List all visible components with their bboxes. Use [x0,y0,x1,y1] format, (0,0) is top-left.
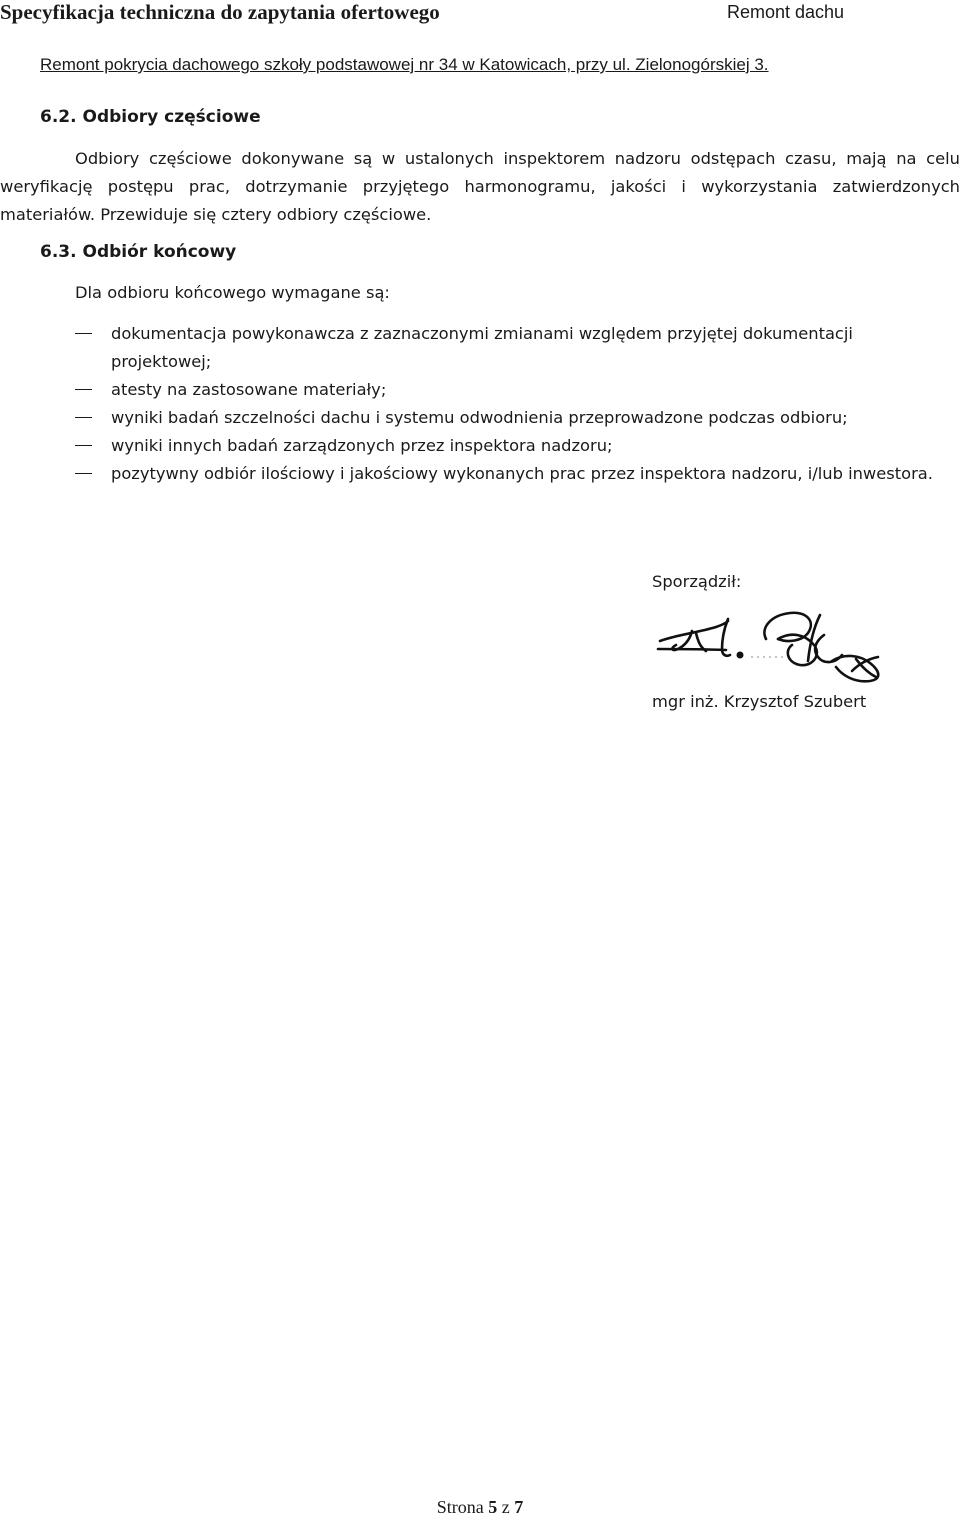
list-item-text: wyniki innych badań zarządzonych przez inspektora nadzoru; [111,436,613,455]
total-page-count: 7 [514,1497,524,1517]
page-label: Strona [436,1497,484,1517]
dash-bullet-icon [75,473,92,474]
list-item-text: wyniki badań szczelności dachu i systemu odwodnienia przeprowadzone podczas odbioru; [111,408,848,427]
signer-name: mgr inż. Krzysztof Szubert [652,692,867,711]
dash-bullet-icon [75,417,92,418]
dash-bullet-icon [75,389,92,390]
list-item [0,376,960,404]
list-item [0,404,960,432]
list-item-text: pozytywny odbiór ilościowy i jakościowy wykonanych prac przez inspektora nadzoru, i/lub inwestora. [111,464,933,483]
list-item-text: dokumentacja powykonawcza z zaznaczonymi zmianami względem przyjętej dokumentacji projektowej; [111,324,853,371]
signature-label: Sporządził: [652,572,742,591]
requirements-list [0,320,960,488]
list-item [0,320,960,376]
dash-bullet-icon [75,333,92,334]
section-heading-6-3: 6.3. Odbiór końcowy [40,242,237,262]
current-page-number: 5 [488,1497,498,1517]
list-item [0,460,960,488]
page-footer [0,1496,960,1518]
project-subtitle: Remont pokrycia dachowego szkoły podstawowej nr 34 w Katowicach, przy ul. Zielonogórskiej 3. [40,55,769,74]
document-tag: Remont dachu [727,2,845,22]
section-6-2-paragraph: Odbiory częściowe dokonywane są w ustalonych inspektorem nadzoru odstępach czasu, mają na celu weryfikację postępu prac, dotrzymanie przyjętego harmonogramu, jakości i wykorzystania zatwierdzonych materiałów. Przewiduje się cztery odbiory częściowe. [0,149,960,224]
section-heading-6-2: 6.2. Odbiory częściowe [40,107,261,127]
list-item-text: atesty na zastosowane materiały; [111,380,387,399]
document-title: Specyfikacja techniczna do zapytania ofertowego [0,0,440,24]
list-item [0,432,960,460]
handwritten-signature [656,605,888,687]
section-6-3-intro: Dla odbioru końcowego wymagane są: [75,283,390,302]
page-separator: z [501,1497,510,1517]
dash-bullet-icon [75,445,92,446]
